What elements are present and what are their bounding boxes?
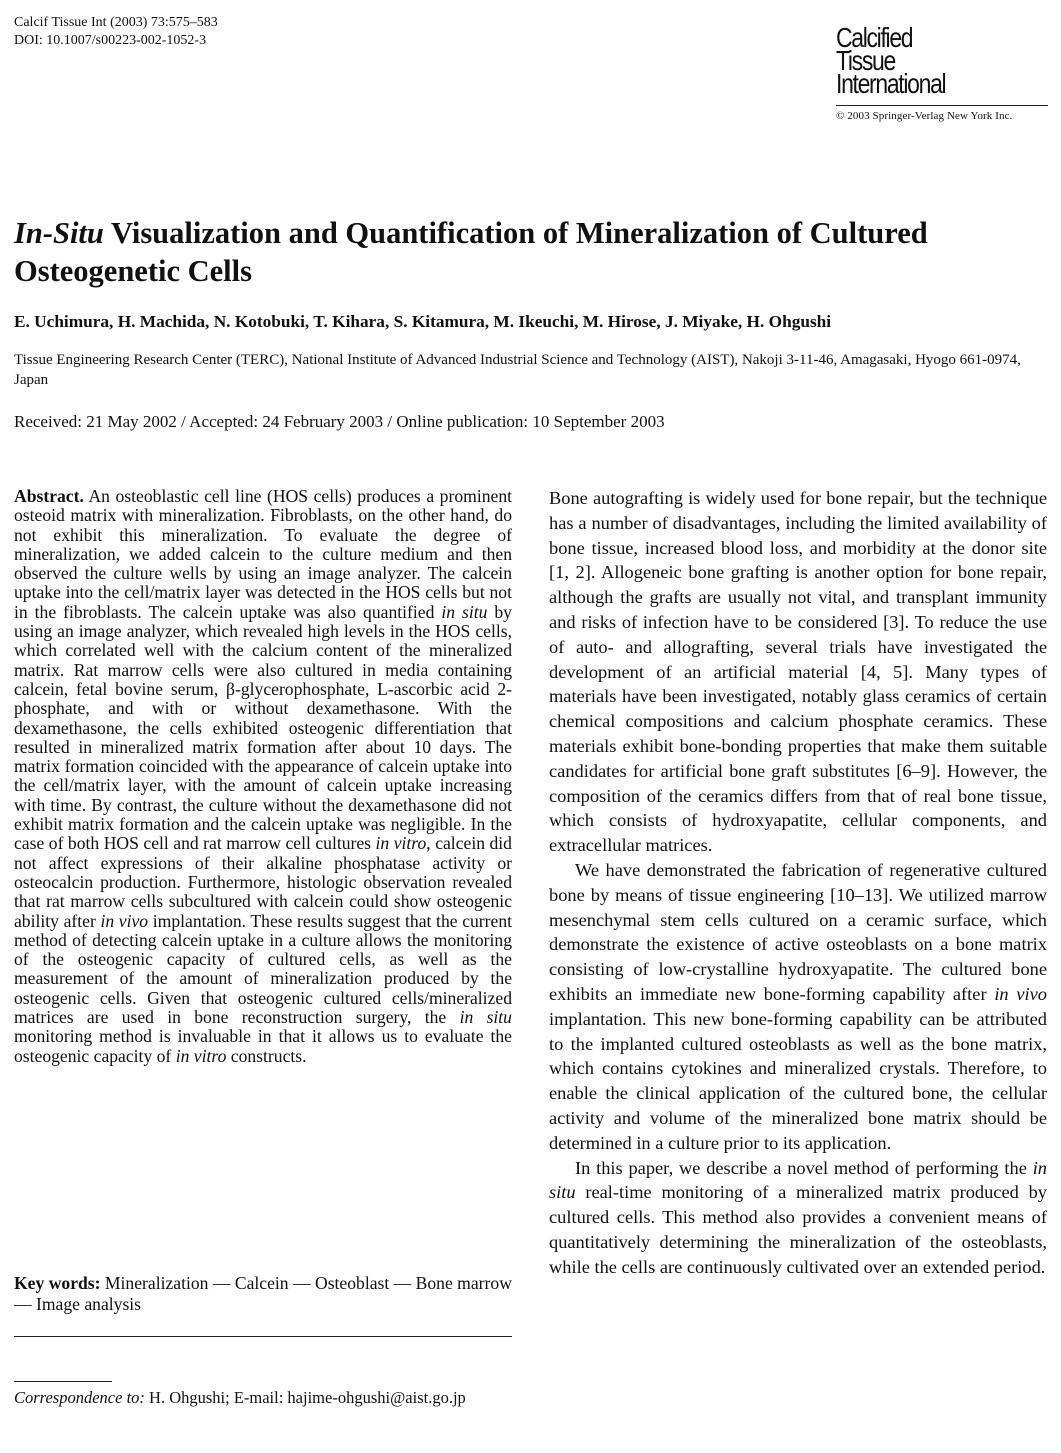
body-p2-italic: in vivo [994, 983, 1047, 1004]
logo-line-1: Calcified [836, 22, 913, 53]
footnote-rule [14, 1381, 112, 1382]
column-divider [14, 1336, 512, 1337]
body-p2-text-a: We have demonstrated the fabrication of regenerative cultured bone by means of tissue engineering [10–13]. We utilized marrow mesenchymal stem cells cultured on a ceramic surface, which demonstrate the existence of active osteoblasts on a bone matrix consisting of low-crystalline hydroxyapatite. The cultured bone exhibits an immediate new bone-forming capability after [549, 859, 1047, 1004]
journal-citation: Calcif Tissue Int (2003) 73:575–583 [14, 15, 218, 30]
keywords-text: Mineralization — Calcein — Osteoblast — Bone marrow — Image analysis [14, 1273, 512, 1314]
title-italic: In-Situ [14, 216, 104, 250]
doi: DOI: 10.1007/s00223-002-1052-3 [14, 33, 207, 48]
abstract-italic-2: in vitro [375, 833, 427, 854]
journal-logo [836, 22, 1048, 122]
body-p3-text-a: In this paper, we describe a novel method of performing the [575, 1157, 1033, 1178]
body-p2-text-b: implantation. This new bone-forming capability can be attributed to the implanted cultured osteoblasts as well as the bone matrix, which contains cytokines and mineralized crystals. Therefore, to enable the clinical application of the cultured bone, the cellular activity and volume of the mineralized bone matrix should be determined in a culture prior to its application. [549, 1008, 1047, 1153]
copyright: © 2003 Springer-Verlag New York Inc. [836, 105, 1048, 122]
body-paragraph-2 [549, 858, 1047, 1156]
abstract-italic-1: in situ [441, 601, 488, 622]
keywords [14, 1273, 512, 1315]
correspondence-text: H. Ohgushi; E-mail: hajime-ohgushi@aist.go.jp [144, 1388, 466, 1407]
body-p3-italic: in situ [549, 1157, 1047, 1203]
abstract-text-1: An osteoblastic cell line (HOS cells) produces a prominent osteoid matrix with mineralization. Fibroblasts, on the other hand, do not exhibit this mineralization. To evaluate the degree of mineralization, we added calcein to the culture medium and then observed the culture wells by using an image analyzer. The calcein uptake into the cell/matrix layer was detected in the HOS cells but not in the fibroblasts. The calcein uptake was also quantified [14, 486, 512, 622]
body-paragraph-1: Bone autografting is widely used for bone repair, but the technique has a number of disadvantages, including the limited availability of bone tissue, increased blood loss, and morbidity at the donor site [1, 2]. Allogeneic bone grafting is another option for bone repair, although the grafts are usually not vital, and transplant immunity and risks of infection have to be considered [3]. To reduce the use of auto- and allografting, several trials have investigated the development of an artificial material [4, 5]. Many types of materials have been investigated, notably glass ceramics of certain chemical compositions and calcium phosphate ceramics. These materials exhibit bone-bonding properties that make them suitable candidates for artificial bone graft substitutes [6–9]. However, the composition of the ceramics differs from that of real bone tissue, which consists of hydroxyapatite, cellular components, and extracellular matrices. [549, 488, 1047, 856]
abstract-text-6: constructs. [226, 1045, 307, 1066]
body-paragraph-3 [549, 1156, 1047, 1280]
correspondence [14, 1388, 512, 1408]
abstract-italic-3: in vivo [100, 910, 149, 931]
affiliation: Tissue Engineering Research Center (TERC), National Institute of Advanced Industrial Science and Technology (AIST), Nakoji 3-11-46, Amagasaki, Hyogo 661-0974, Japan [14, 352, 1021, 388]
abstract-label: Abstract. [14, 486, 84, 506]
title-rest: Visualization and Quantification of Mineralization of Cultured Osteogenetic Cells [14, 216, 928, 288]
keywords-label: Key words: [14, 1273, 101, 1293]
abstract-text-2: by using an image analyzer, which revealed high levels in the HOS cells, which correlated well with the calcium content of the mineralized matrix. Rat marrow cells were also cultured in media containing calcein, fetal bovine serum, β-glycerophosphate, L-ascorbic acid 2-phosphate, and with or without dexamethasone. With the dexamethasone, the cells exhibited osteogenic differentiation that resulted in mineralized matrix formation after about 10 days. The matrix formation coincided with the appearance of calcein uptake into the cell/matrix layer, with the amount of calcein uptake increasing with time. By contrast, the culture without the dexamethasone did not exhibit matrix formation and the calcein uptake was negligible. In the case of both HOS cell and rat marrow cell cultures [14, 601, 512, 854]
received-dates: Received: 21 May 2002 / Accepted: 24 February 2003 / Online publication: 10 September 2003 [14, 412, 665, 431]
journal-header [14, 14, 218, 50]
authors: E. Uchimura, H. Machida, N. Kotobuki, T. Kihara, S. Kitamura, M. Ikeuchi, M. Hirose, J. Miyake, H. Ohgushi [14, 312, 832, 331]
abstract [14, 487, 512, 1066]
abstract-text-4: implantation. These results suggest that the current method of detecting calcein uptake in a culture allows the monitoring of the osteogenic capacity of cultured cells, as well as the measurement of the amount of mineralization produced by the osteogenic cells. Given that osteogenic cultured cells/mineralized matrices are used in bone reconstruction surgery, the [14, 910, 513, 1028]
abstract-text-5: monitoring method is invaluable in that it allows us to evaluate the osteogenic capacity of [14, 1026, 512, 1066]
body-p3-text-b: real-time monitoring of a mineralized matrix produced by cultured cells. This method also provides a convenient means of quantitatively determining the mineralization of the osteoblasts, while the cells are continuously cultivated over an extended period. [549, 1182, 1047, 1277]
abstract-text-3: , calcein did not affect expressions of their alkaline phosphatase activity or osteocalcin production. Furthermore, histologic observation revealed that rat marrow cells subcultured with calcein could show osteogenic ability after [14, 833, 512, 931]
correspondence-label: Correspondence to: [14, 1388, 145, 1407]
abstract-italic-5: in vitro [175, 1045, 227, 1066]
logo-line-3: International [836, 68, 946, 99]
abstract-italic-4: in situ [459, 1007, 512, 1028]
logo-line-2: Tissue [836, 45, 895, 76]
article-title [14, 214, 1044, 290]
body-text [549, 486, 1047, 1280]
